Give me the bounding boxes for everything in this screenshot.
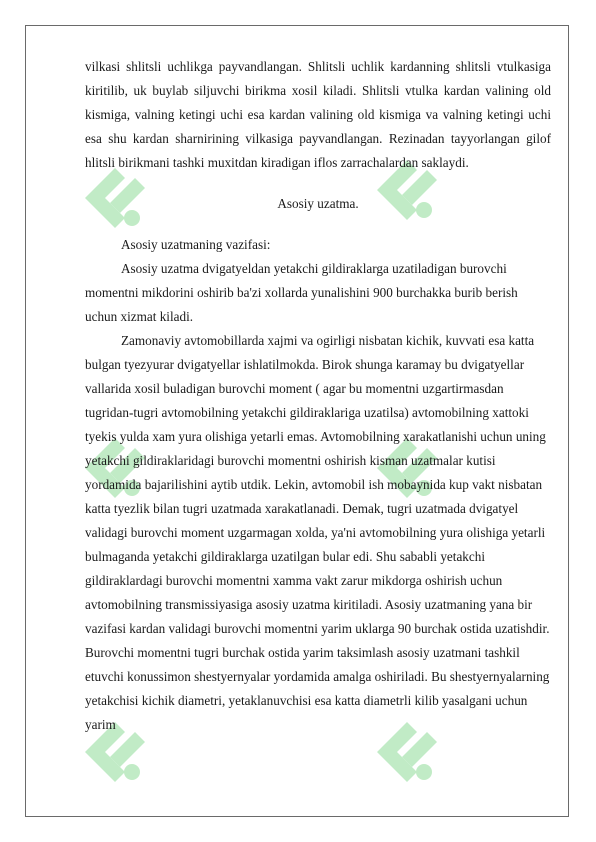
paragraph-subheading: Asosiy uzatmaning vazifasi: <box>121 237 271 252</box>
paragraph-purpose: Asosiy uzatma dvigatyeldan yetakchi gildiraklarga uzatiladigan burovchi momentni mikdorini oshirib ba'zi xollarda yunalishini 900 burchakka burib berish uchun xizmat kiladi. <box>85 261 518 324</box>
paragraph-intro: vilkasi shlitsli uchlikga payvandlangan. Shlitsli uchlik kardanning shlitsli vtulkasiga kiritilib, uk buylab siljuvchi birikma xosil kiladi. Shlitsli vtulka kardan valining old kismiga, valning ketingi uchi esa kardan valining old kismiga va valning ketingi uchi esa shu kardan sharnirining vilkasiga payvandlangan. Rezinadan tayyorlangan gilof hlitsli birikmani tashki muxitdan kiradigan iflos zarrachalardan saklaydi. <box>85 59 551 170</box>
document-body <box>85 55 551 737</box>
paragraph-main: Zamonaviy avtomobillarda xajmi va ogirligi nisbatan kichik, kuvvati esa katta bulgan tyezyurar dvigatyellar ishlatilmokda. Birok shunga karamay bu dvigatyellar vallarida xosil buladigan burovchi moment ( agar bu momentni uzgartirmasdan tugridan-tugri avtomobilning yetakchi gildiraklariga uzatilsa) avtomobilning xattoki tyekis yulda xam yura olishiga yetarli emas. Avtomobilning xarakatlanishi uchun uning yetakchi gildiraklaridagi burovchi momentni oshirish kisman uzatmalar kutisi yordamida bajarilishini aytib utdik. Lekin, avtomobil ish mobaynida kup vakt nisbatan katta tyezlik bilan tugri uzatmada xarakatlanadi. Demak, tugri uzatmada dvigatyel validagi burovchi moment uzgarmagan xolda, ya'ni avtomobilning yura olishiga yetarli bulmaganda yetakchi gildiraklarga uzatilgan bular edi. Shu sababli yetakchi gildiraklardagi burovchi momentni xamma vakt zarur mikdorga oshirish uchun avtomobilning transmissiyasiga asosiy uzatma kiritiladi. Asosiy uzatmaning yana bir vazifasi kardan validagi burovchi momentni yarim uklarga 90 burchak ostida uzatishdir. Burovchi momentni tugri burchak ostida yarim taksimlash asosiy uzatmani tashkil etuvchi konussimon shestyernyalar yordamida amalga oshiriladi. Bu shestyernyalarning yetakchisi kichik diametri, yetaklanuvchisi esa katta diametrli kilib yasalgani uchun yarim <box>85 333 550 732</box>
section-heading: Asosiy uzatma. <box>277 196 359 211</box>
